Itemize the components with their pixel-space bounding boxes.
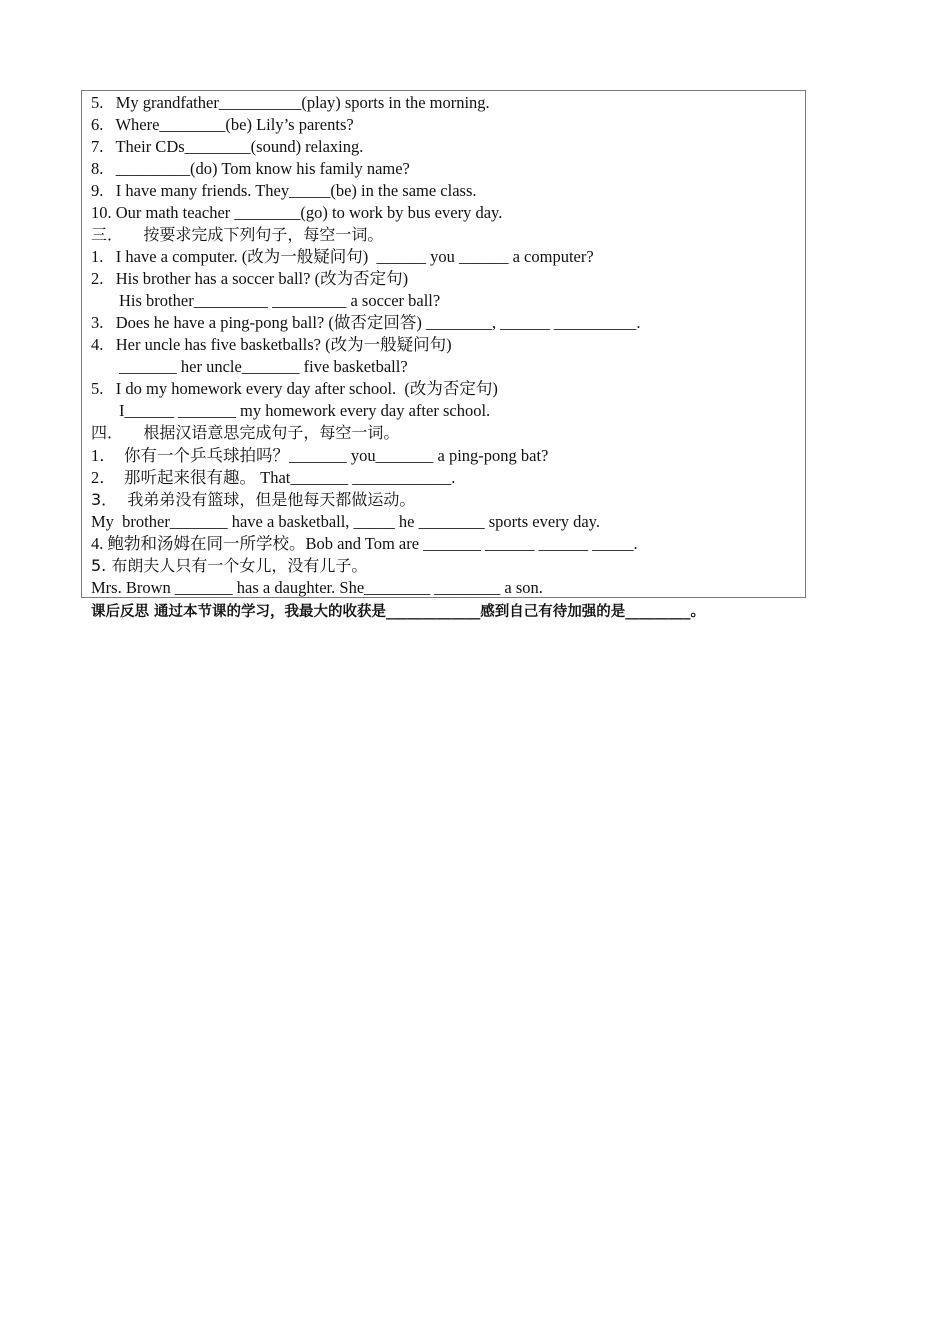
reflection-prompt: 课后反思 通过本节课的学习，我最大的收获是_____________感到自己有待加强的是_________。 [91,604,706,620]
ex3-item-2-answer: His brother_________ _________ a soccer ball? [119,291,441,310]
ex4-item-4: 4. 鲍勃和汤姆在同一所学校。Bob and Tom are _______ ______ ______ _____. [91,534,638,553]
ex2-item-7: 7. Their CDs________(sound) relaxing. [91,137,364,156]
ex4-heading: 四． 根据汉语意思完成句子，每空一词。 [91,423,400,442]
ex4-item-3-answer: My brother_______ have a basketball, _____ he ________ sports every day. [91,512,600,531]
ex2-item-10: 10. Our math teacher ________(go) to work by bus every day. [91,203,503,222]
ex2-item-6: 6. Where________(be) Lily’s parents? [91,115,354,134]
ex3-item-5: 5. I do my homework every day after school. (改为否定句) [91,379,498,398]
ex3-item-3: 3. Does he have a ping-pong ball? (做否定回答) ________, ______ __________. [91,313,641,332]
ex2-item-5: 5. My grandfather__________(play) sports in the morning. [91,93,490,112]
ex4-item-3: 3． 我弟弟没有篮球，但是他每天都做运动。 [91,490,416,509]
ex3-item-2: 2. His brother has a soccer ball? (改为否定句) [91,269,409,288]
ex3-item-4-answer: _______ her uncle_______ five basketball? [119,357,408,376]
ex4-item-5: 5. 布朗夫人只有一个女儿，没有儿子。 [91,556,368,575]
ex3-item-5-answer: I______ _______ my homework every day after school. [119,401,491,420]
ex3-item-4: 4. Her uncle has five basketballs? (改为一般疑问句) [91,335,452,354]
ex3-heading: 三． 按要求完成下列句子，每空一词。 [91,225,384,244]
ex2-item-8: 8. _________(do) Tom know his family name? [91,159,410,178]
ex2-item-9: 9. I have many friends. They_____(be) in the same class. [91,181,477,200]
ex3-item-1: 1. I have a computer. (改为一般疑问句) ______ you ______ a computer? [91,247,594,266]
ex4-item-1: 1． 你有一个乒乓球拍吗？_______ you_______ a ping-pong bat? [91,446,549,465]
ex4-item-5-answer: Mrs. Brown _______ has a daughter. She________ ________ a son. [91,578,543,597]
ex4-item-2: 2． 那听起来很有趣。 That_______ ____________. [91,468,456,487]
